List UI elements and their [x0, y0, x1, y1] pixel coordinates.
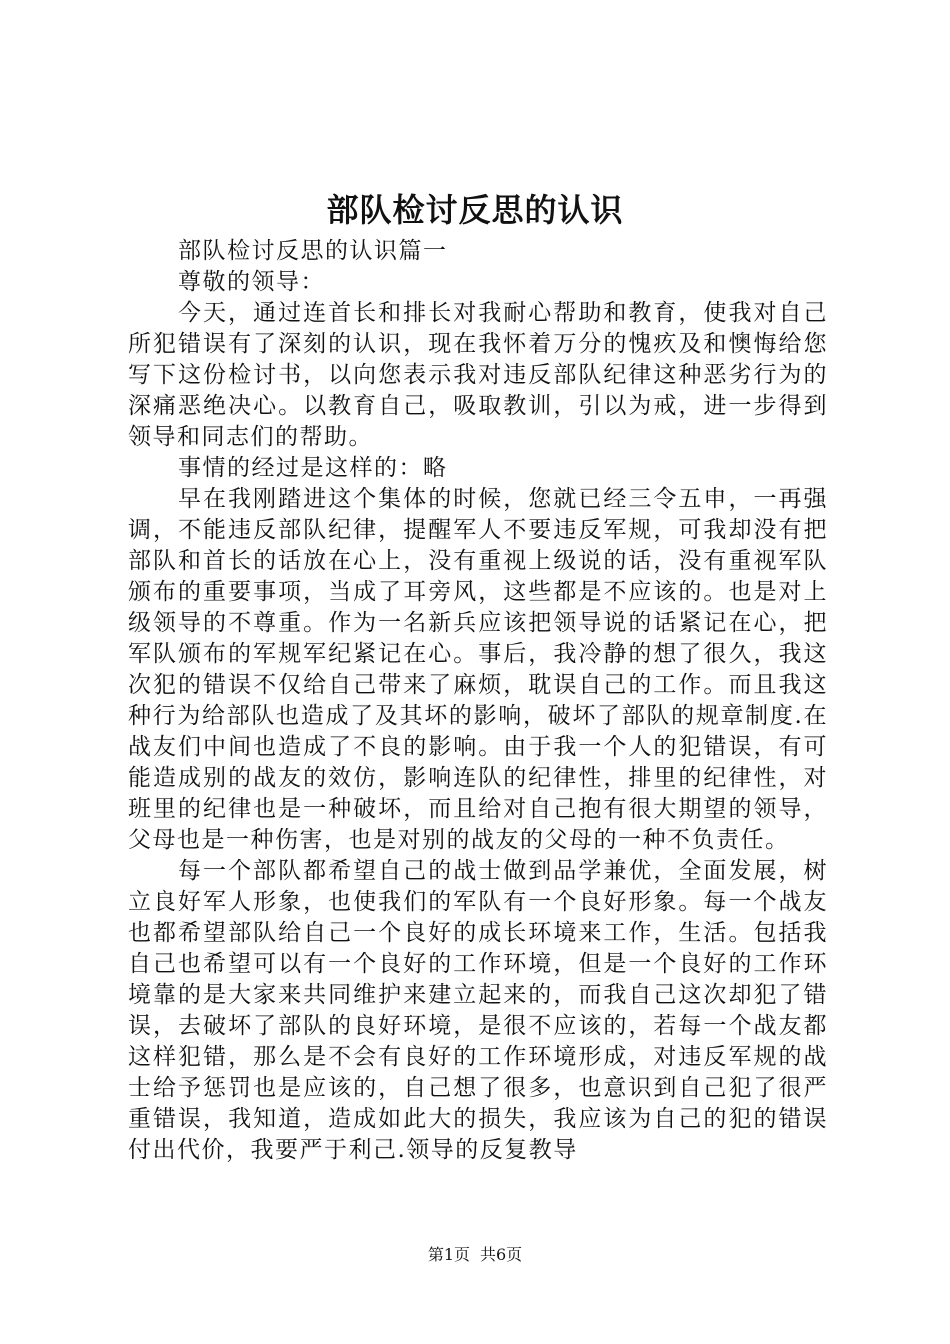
- document-body: [128, 236, 828, 1166]
- page-total: 共6页: [480, 1245, 523, 1264]
- salutation-paragraph: 尊敬的领导：: [178, 269, 325, 295]
- body-paragraph: 每一个部队都希望自己的战士做到品学兼优，全面发展，树立良好军人形象，也使我们的军队有一个良好形象。每一个战友也都希望部队给自己一个良好的成长环境来工作，生活。包括我自己也希望可以有一个良好的工作环境，但是一个良好的工作环境靠的是大家来共同维护来建立起来的，而我自己这次却犯了错误，去破坏了部队的良好环境，是很不应该的，若每一个战友都这样犯错，那么是不会有良好的工作环境形成，对违反军规的战士给予惩罚也是应该的，自己想了很多，也意识到自己犯了很严重错误，我知道，造成如此大的损失，我应该为自己的犯的错误付出代价，我要严于利己.领导的反复教导: [128, 858, 828, 1163]
- page-number: 第1页: [427, 1245, 470, 1264]
- page-footer: [0, 1244, 950, 1266]
- subtitle-paragraph: 部队检讨反思的认识篇一: [178, 238, 448, 264]
- document-title: 部队检讨反思的认识: [326, 191, 624, 229]
- body-paragraph: 早在我刚踏进这个集体的时候，您就已经三令五申，一再强调，不能违反部队纪律，提醒军人不要违反军规，可我却没有把部队和首长的话放在心上，没有重视上级说的话，没有重视军队颁布的重要事项，当成了耳旁风，这些都是不应该的。也是对上级领导的不尊重。作为一名新兵应该把领导说的话紧记在心，把军队颁布的军规军纪紧记在心。事后，我冷静的想了很久，我这次犯的错误不仅给自己带来了麻烦，耽误自己的工作。而且我这种行为给部队也造成了及其坏的影响，破坏了部队的规章制度.在战友们中间也造成了不良的影响。由于我一个人的犯错误，有可能造成别的战友的效仿，影响连队的纪律性，排里的纪律性，对班里的纪律也是一种破坏，而且给对自己抱有很大期望的领导，父母也是一种伤害，也是对别的战友的父母的一种不负责任。: [128, 486, 828, 853]
- body-paragraph: 事情的经过是这样的：略: [178, 455, 448, 481]
- body-paragraph: 今天，通过连首长和排长对我耐心帮助和教育，使我对自己所犯错误有了深刻的认识，现在我怀着万分的愧疚及和懊悔给您写下这份检讨书，以向您表示我对违反部队纪律这种恶劣行为的深痛恶绝决心。以教育自己，吸取教训，引以为戒，进一步得到领导和同志们的帮助。: [128, 300, 828, 450]
